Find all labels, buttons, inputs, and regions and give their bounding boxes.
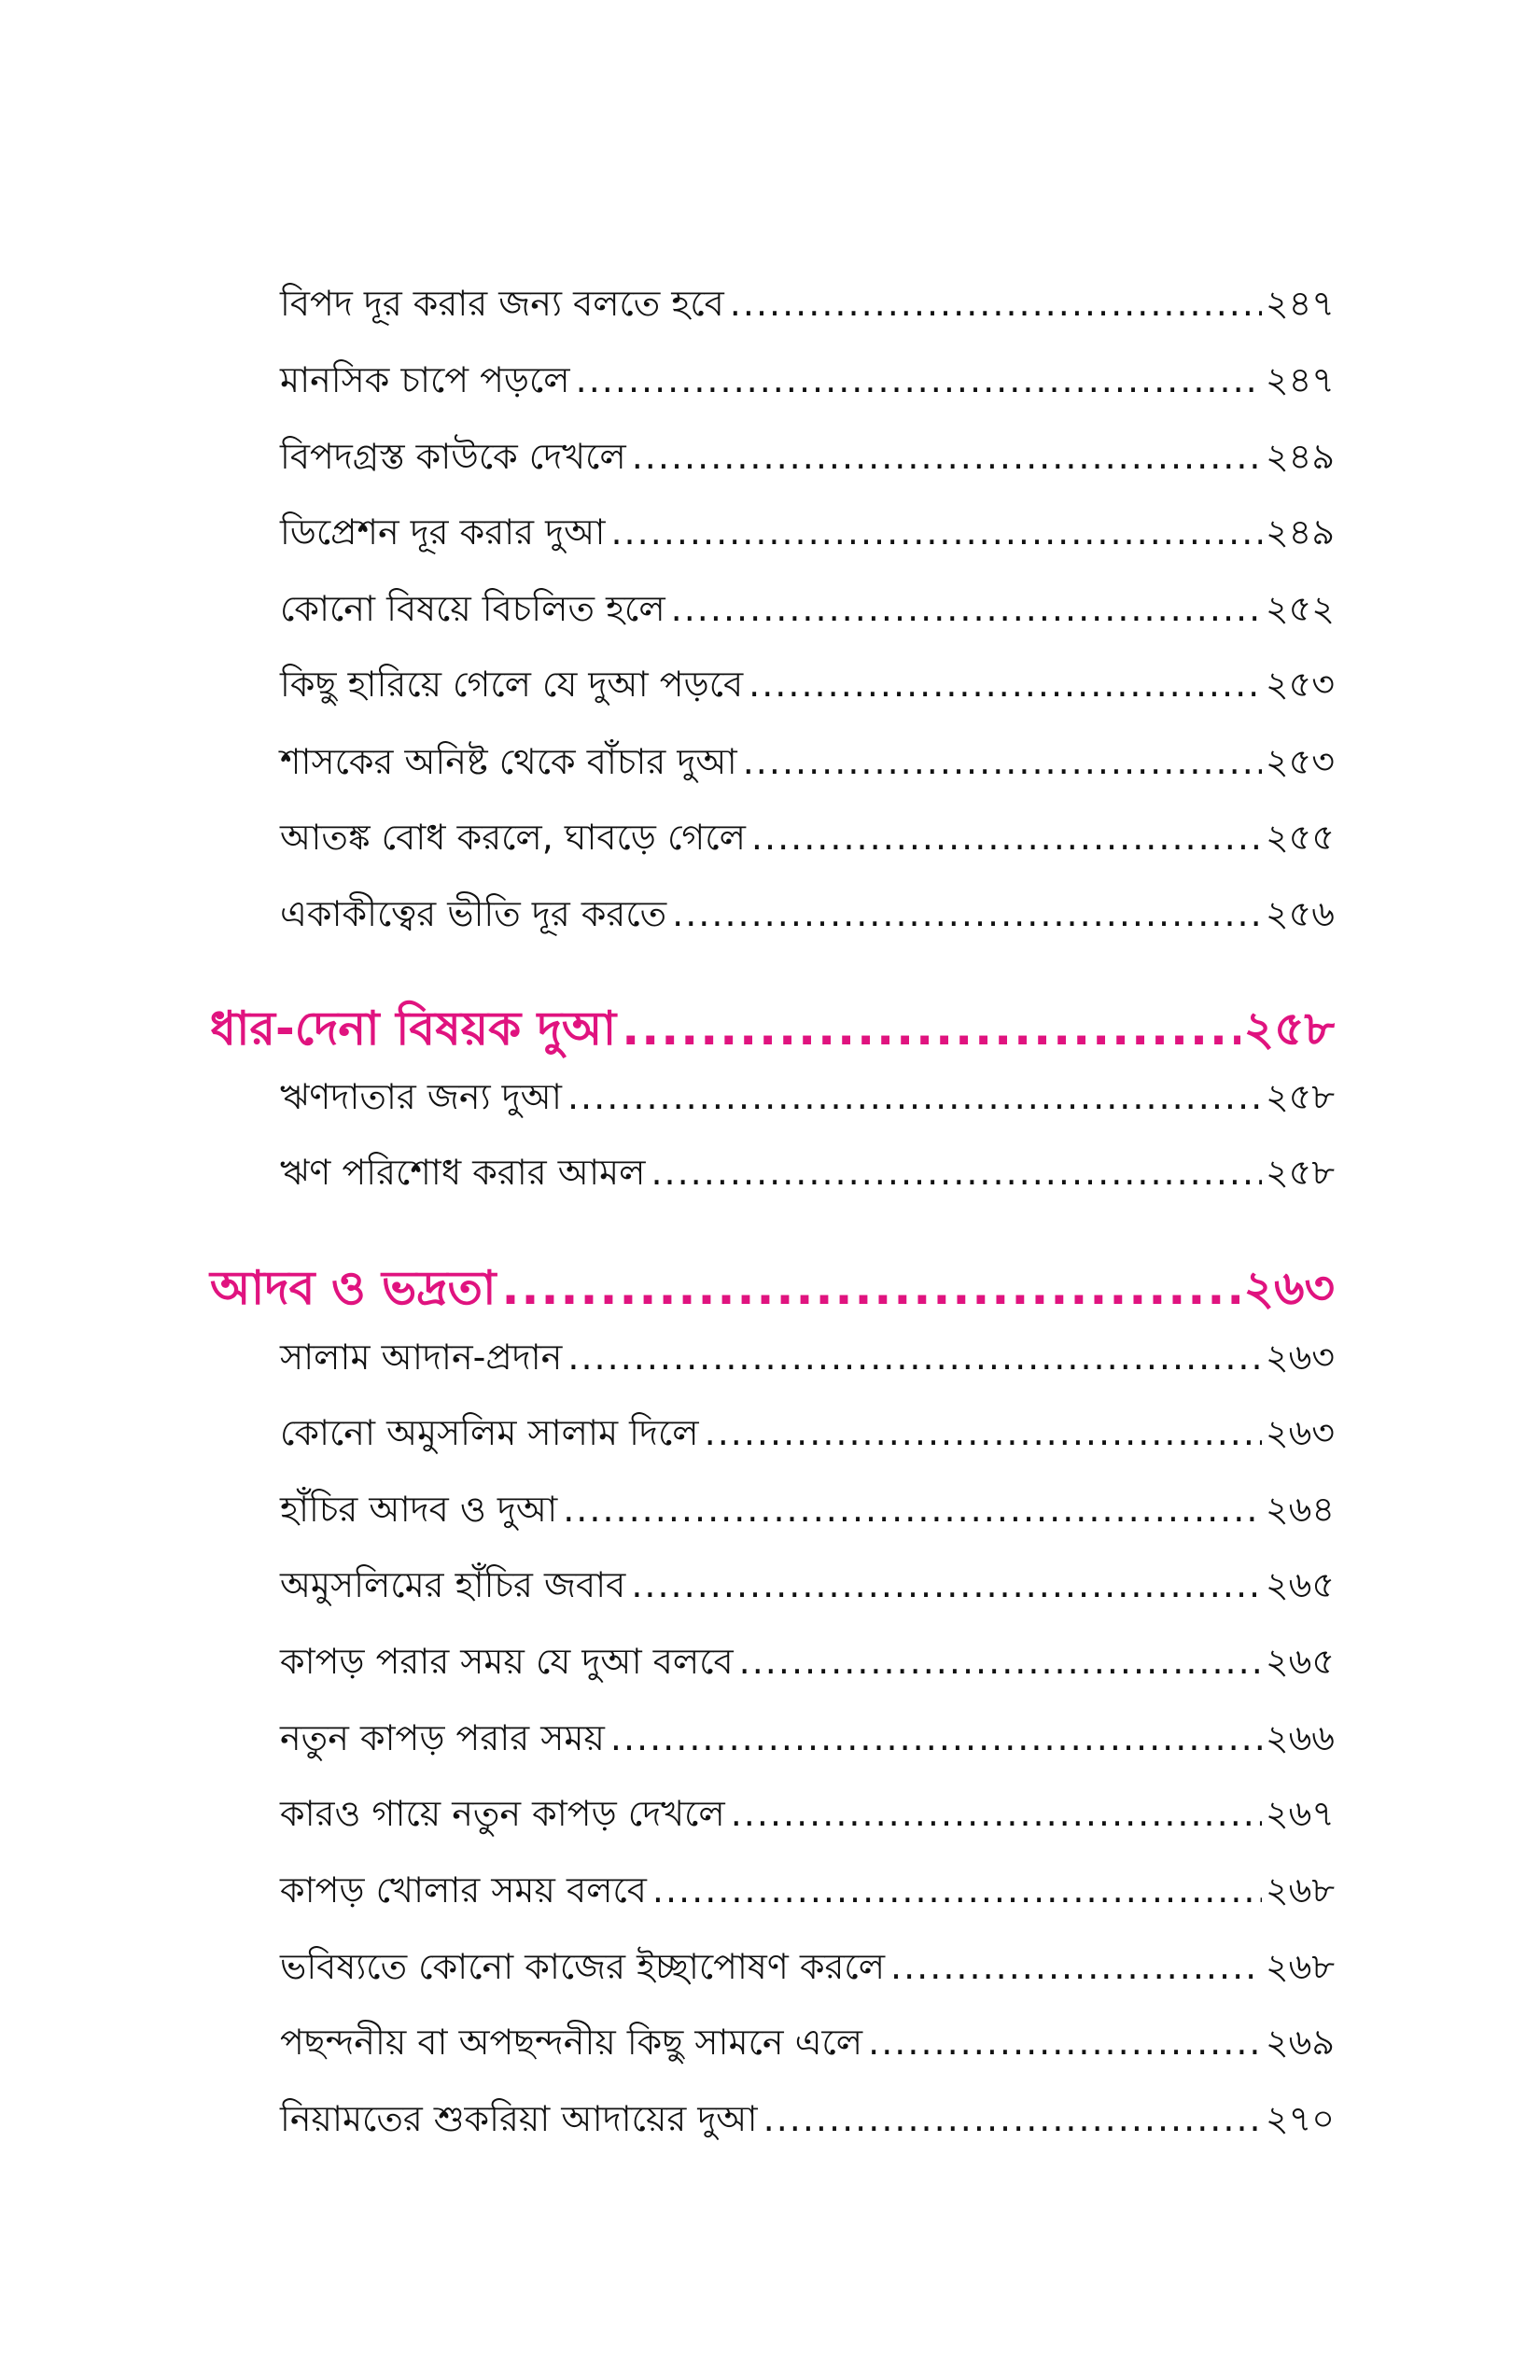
toc-entry-title: আতঙ্ক বোধ করলে, ঘাবড়ে গেলে (280, 817, 746, 858)
toc-page-number: ২৬৩ (1265, 1412, 1335, 1453)
dot-leader (763, 2098, 1262, 2141)
dot-leader (622, 1001, 1239, 1057)
toc-entry-title: হাঁচির আদব ও দুআ (280, 1489, 558, 1530)
toc-entry (280, 1564, 1335, 1607)
toc-page-number: ২৫৩ (1265, 664, 1335, 705)
toc-page-number: ২৬৯ (1265, 2022, 1335, 2063)
toc-entry-title: শাসকের অনিষ্ট থেকে বাঁচার দুআ (280, 741, 737, 782)
toc-entry (280, 1412, 1335, 1455)
dot-leader (610, 1717, 1262, 1760)
dot-leader (890, 1946, 1262, 1989)
dot-leader (751, 817, 1262, 860)
toc-entry-title: একাকীত্বের ভীতি দূর করতে (280, 893, 667, 934)
toc-entry (280, 436, 1335, 479)
toc-entry-title: ভবিষ্যতে কোনো কাজের ইচ্ছাপোষণ করলে (280, 1946, 886, 1987)
toc-entry-title: ঋণ পরিশোধ করার আমল (280, 1152, 646, 1193)
toc-entry (280, 1946, 1335, 1989)
toc-page-number: ২৬৮ (1265, 1869, 1335, 1911)
dot-leader (749, 664, 1262, 707)
toc-entry-title: কাপড় পরার সময় যে দুআ বলবে (280, 1641, 734, 1682)
toc-entry (280, 1641, 1335, 1684)
toc-entry (280, 664, 1335, 707)
toc-entry-title: মানসিক চাপে পড়লে (280, 359, 570, 400)
toc-page-number: ২৬৩ (1243, 1261, 1335, 1315)
toc-page-number: ২৫৫ (1265, 817, 1335, 858)
dot-leader (567, 1076, 1262, 1119)
toc-entry (280, 1152, 1335, 1195)
dot-leader (563, 1489, 1262, 1532)
toc-entry-title: নতুন কাপড় পরার সময় (280, 1717, 605, 1758)
toc-entry-title: কিছু হারিয়ে গেলে যে দুআ পড়বে (280, 664, 744, 705)
toc-entry (280, 1793, 1335, 1836)
toc-page-number: ২৪৭ (1265, 359, 1335, 400)
toc-entry-title: নিয়ামতের শুকরিয়া আদায়ের দুআ (280, 2098, 758, 2139)
toc-page-number: ২৫৩ (1265, 741, 1335, 782)
toc-entry (280, 893, 1335, 936)
toc-entry-title: সালাম আদান-প্রদান (280, 1337, 563, 1378)
toc-page-number: ২৪৯ (1265, 511, 1335, 553)
dot-leader (502, 1260, 1240, 1316)
toc-entry (280, 817, 1335, 860)
dot-leader (731, 1793, 1262, 1836)
dot-leader (739, 1641, 1262, 1684)
toc-page-number: ২৫৮ (1265, 1076, 1335, 1117)
dot-leader (632, 436, 1262, 479)
toc-page-number: ২৬৩ (1265, 1337, 1335, 1378)
toc-section-heading (210, 1260, 1335, 1316)
dot-leader (730, 283, 1262, 326)
toc-page-number: ২৫৮ (1243, 1001, 1335, 1056)
toc-entry (280, 2098, 1335, 2141)
toc-entry (280, 1717, 1335, 1760)
toc-entry (280, 359, 1335, 402)
toc-entry-title: কোনো বিষয়ে বিচলিত হলে (280, 588, 665, 629)
toc-page-number: ২৪৯ (1265, 436, 1335, 477)
toc-entry-title: বিপদগ্রস্ত কাউকে দেখলে (280, 436, 626, 477)
toc-entry (280, 511, 1335, 554)
toc-page-number: ২৫২ (1265, 588, 1335, 629)
toc-entry-title: পছন্দনীয় বা অপছন্দনীয় কিছু সামনে এলে (280, 2022, 863, 2063)
toc-entry (280, 741, 1335, 784)
dot-leader (868, 2022, 1262, 2065)
dot-leader (652, 1869, 1262, 1912)
toc-entry-title: ধার-দেনা বিষয়ক দুআ (210, 1001, 617, 1056)
toc-entry (280, 1076, 1335, 1119)
toc-entry (280, 588, 1335, 631)
toc-entry-title: কারও গায়ে নতুন কাপড় দেখলে (280, 1793, 725, 1834)
dot-leader (610, 511, 1262, 554)
toc-entry (280, 1489, 1335, 1532)
dot-leader (672, 893, 1262, 936)
toc-page-number: ২৬৫ (1265, 1564, 1335, 1605)
toc-entry-title: কাপড় খোলার সময় বলবে (280, 1869, 647, 1911)
toc-entry-title: ঋণদাতার জন্য দুআ (280, 1076, 562, 1117)
toc-page-number: ২৫৬ (1265, 893, 1335, 934)
dot-leader (651, 1152, 1262, 1195)
toc-section-heading (210, 1001, 1335, 1057)
toc-entry (280, 2022, 1335, 2065)
toc-page-number: ২৬৭ (1265, 1793, 1335, 1834)
toc-page-number: ২৬৬ (1265, 1717, 1335, 1758)
toc-entry-title: বিপদ দূর করার জন্য বলতে হবে (280, 283, 724, 324)
toc-entry-title: কোনো অমুসলিম সালাম দিলে (280, 1412, 699, 1453)
toc-page-number: ২৪৭ (1265, 283, 1335, 324)
dot-leader (743, 741, 1262, 784)
toc-entry (280, 1869, 1335, 1912)
toc-page-number: ২৭০ (1265, 2098, 1335, 2139)
dot-leader (705, 1412, 1262, 1455)
dot-leader (671, 588, 1262, 631)
toc-page-number: ২৬৮ (1265, 1946, 1335, 1987)
toc-entry (280, 283, 1335, 326)
toc-entry-title: অমুসলিমের হাঁচির জবাব (280, 1564, 626, 1605)
dot-leader (567, 1337, 1262, 1379)
toc-page-number: ২৫৮ (1265, 1152, 1335, 1193)
toc-entry-title: ডিপ্রেশন দূর করার দুআ (280, 511, 606, 553)
dot-leader (631, 1564, 1262, 1607)
toc-entry-title: আদব ও ভদ্রতা (210, 1261, 497, 1315)
toc-entry (280, 1337, 1335, 1379)
toc-page-number: ২৬৪ (1265, 1489, 1335, 1530)
toc-page-number: ২৬৫ (1265, 1641, 1335, 1682)
dot-leader (576, 359, 1262, 402)
